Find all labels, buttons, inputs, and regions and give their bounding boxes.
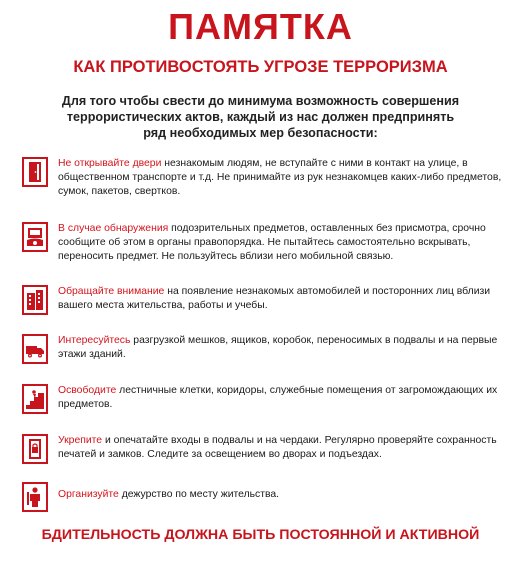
door-icon <box>22 157 48 187</box>
item-highlight: Интересуйтесь <box>58 335 131 346</box>
item-highlight: Не открывайте двери <box>58 158 162 169</box>
intro-line: ряд необходимых мер безопасности: <box>143 126 378 140</box>
item-text <box>58 384 518 412</box>
lock-door-icon <box>22 434 48 464</box>
item-text <box>58 285 518 313</box>
item-text <box>58 157 518 199</box>
item-body: и опечатайте входы в подвалы и на чердаки. Регулярно проверяйте сохранность печатей и замков. Следите за освещением во дворах и подъездах. <box>58 435 497 460</box>
item-body: дежурство по месту жительства. <box>118 489 280 500</box>
guard-icon <box>22 482 48 512</box>
phone-icon <box>22 222 48 252</box>
item-highlight: Освободите <box>58 385 117 396</box>
item-text <box>58 488 518 502</box>
stairs-icon <box>22 384 48 414</box>
item-text <box>58 222 518 264</box>
truck-icon <box>22 334 48 364</box>
item-text <box>58 434 518 462</box>
item-body: разгрузкой мешков, ящиков, коробок, переносимых в подвалы и на первые этажи зданий. <box>58 335 498 360</box>
item-body: незнакомым людям, не вступайте с ними в контакт на улице, в общественном транспорте и т.д. Не принимайте из рук незнакомцев каких-либо предметов, сумок, пакетов, свертков. <box>58 158 502 197</box>
footer-slogan: БДИТЕЛЬНОСТЬ ДОЛЖНА БЫТЬ ПОСТОЯННОЙ И АКТИВНОЙ <box>41 527 480 543</box>
page-subtitle: КАК ПРОТИВОСТОЯТЬ УГРОЗЕ ТЕРРОРИЗМА <box>73 58 448 76</box>
item-body: лестничные клетки, коридоры, служебные помещения от загромождающих их предметов. <box>58 385 498 410</box>
intro-line: Для того чтобы свести до минимума возможность совершения <box>61 94 460 108</box>
item-highlight: Организуйте <box>58 489 119 500</box>
item-highlight: В случае обнаружения <box>58 223 169 234</box>
item-body: подозрительных предметов, оставленных без присмотра, срочно сообщите об этом в органы правопорядка. Не пытайтесь самостоятельно вскрывать, переносить предмет. Не пользуйтесь вблизи него мобильной связью. <box>58 223 486 262</box>
item-highlight: Обращайте внимание <box>58 286 165 297</box>
item-body: на появление незнакомых автомобилей и посторонних лиц вблизи вашего места жительства, работы и учебы. <box>58 286 491 311</box>
page-title: ПАМЯТКА <box>168 6 353 47</box>
item-text <box>58 334 518 362</box>
intro-line: террористических актов, каждый из нас должен предпринять <box>66 110 455 124</box>
intro-paragraph <box>40 93 481 141</box>
item-highlight: Укрепите <box>58 435 103 446</box>
building-icon <box>22 285 48 315</box>
